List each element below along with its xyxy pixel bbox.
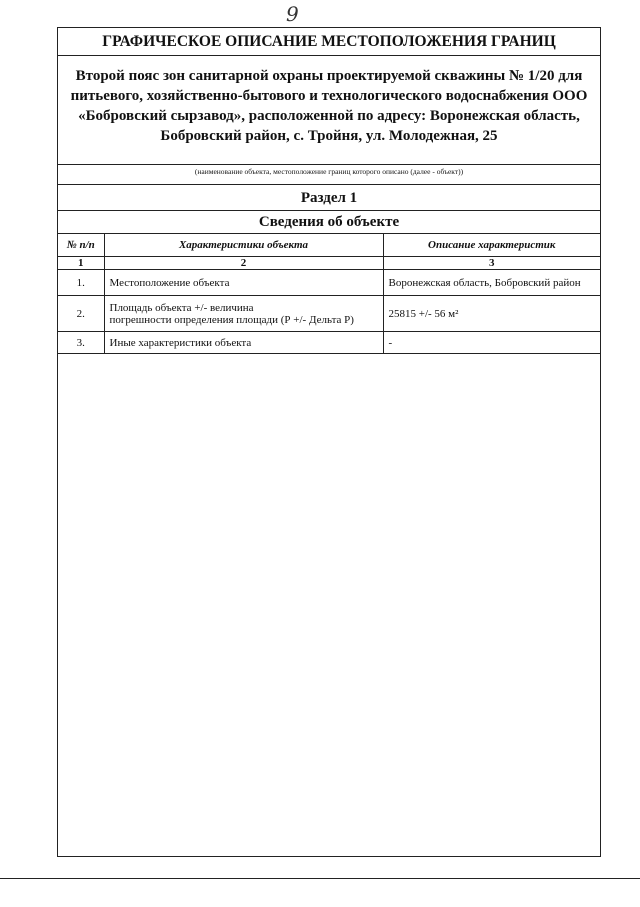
section-title: Сведения об объекте <box>58 211 600 234</box>
page-number: 9 <box>286 2 299 26</box>
header-description: Описание характеристик <box>383 234 600 257</box>
characteristic-text: Иные характеристики объекта <box>109 336 252 349</box>
table-header-row <box>58 234 600 257</box>
document-title: ГРАФИЧЕСКОЕ ОПИСАНИЕ МЕСТОПОЛОЖЕНИЯ ГРАНИЦ <box>58 28 600 56</box>
table-row <box>58 270 600 296</box>
table-row <box>58 332 600 354</box>
header-characteristic: Характеристики объекта <box>104 234 383 257</box>
column-number: 1 <box>58 257 104 270</box>
section-heading: Раздел 1 <box>58 185 600 211</box>
characteristics-table <box>58 234 600 354</box>
column-number: 3 <box>383 257 600 270</box>
subject-line: питьевого, хозяйственно-бытового и технологического водоснабжения ООО <box>70 88 588 104</box>
row-description: 25815 +/- 56 м² <box>383 296 600 332</box>
subject-line: Второй пояс зон санитарной охраны проектируемой скважины № 1/20 для <box>75 68 583 84</box>
row-description: - <box>383 332 600 354</box>
document-frame <box>57 27 601 857</box>
characteristic-text: Площадь объекта +/- величина <box>109 301 254 314</box>
column-number: 2 <box>104 257 383 270</box>
characteristic-text: Местоположение объекта <box>109 276 230 289</box>
row-characteristic <box>104 332 383 354</box>
row-number: 3. <box>58 332 104 354</box>
subject-line: «Бобровский сырзавод», расположенной по адресу: Воронежская область, <box>78 108 580 124</box>
row-description: Воронежская область, Бобровский район <box>383 270 600 296</box>
row-characteristic <box>104 296 383 332</box>
column-number-row <box>58 257 600 270</box>
row-number: 1. <box>58 270 104 296</box>
row-characteristic <box>104 270 383 296</box>
object-subject <box>58 56 600 165</box>
header-number: № п/п <box>58 234 104 257</box>
row-number: 2. <box>58 296 104 332</box>
bottom-rule <box>0 878 640 879</box>
object-caption: (наименование объекта, местоположение границ которого описано (далее - объект)) <box>58 165 600 185</box>
subject-line: Бобровский район, с. Тройня, ул. Молодежная, 25 <box>160 128 498 144</box>
characteristic-text: погрешности определения площади (Р +/- Дельта Р) <box>109 313 354 326</box>
table-row <box>58 296 600 332</box>
